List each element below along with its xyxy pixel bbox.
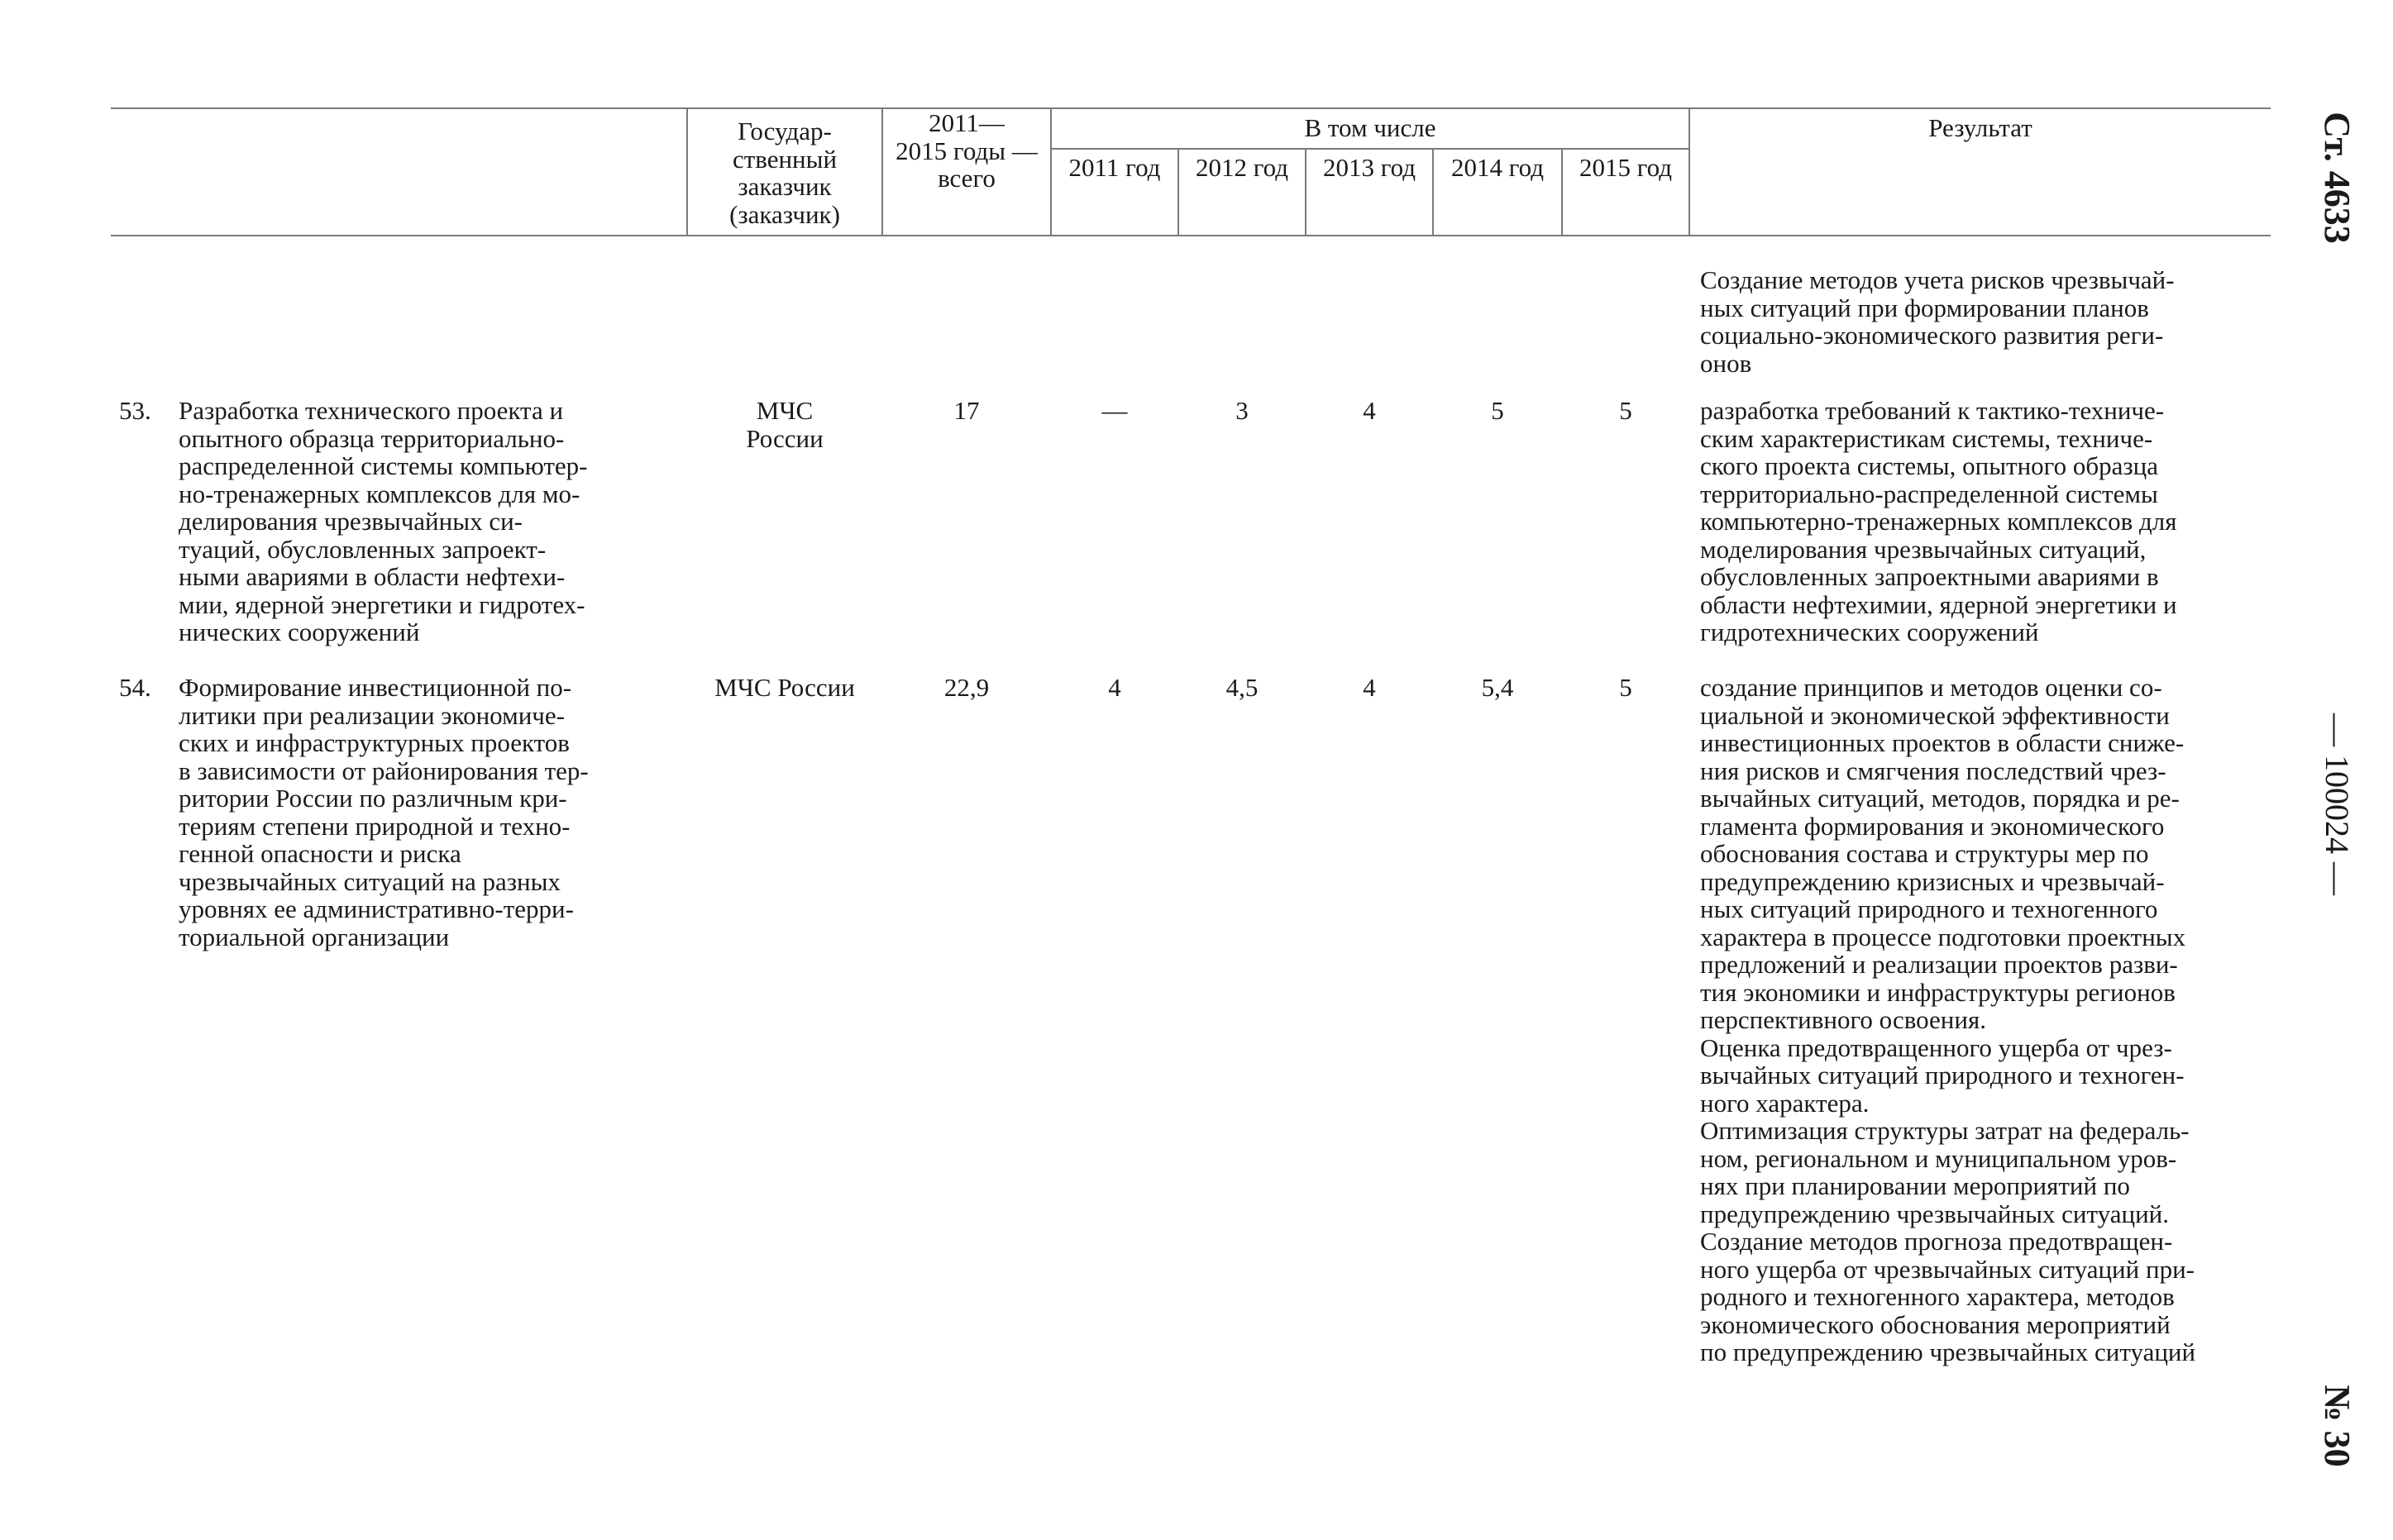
row-2012: 3 <box>1235 396 1249 425</box>
row-2015: 5 <box>1619 673 1632 702</box>
row-total: 17 <box>953 396 980 425</box>
carry-over-result: Создание методов учета рисков чрезвычай- ных ситуаций при формировании планов социально-экономического развития реги- онов <box>1700 265 2175 378</box>
row-customer: МЧС России <box>746 396 824 453</box>
header-year-2012: 2012 год <box>1195 153 1289 182</box>
page-reference: Ст. 4633 <box>2317 112 2357 244</box>
table-header-bottom-rule <box>111 235 2271 236</box>
header-including: В том числе <box>1304 113 1436 142</box>
row-result: создание принципов и методов оценки со- циальной и экономической эффективности инвестиционных проектов в области сниже- ния рисков и смягчения последствий чрез- вычайных ситуаций, методов, порядка и ре- гламента формирования и экономического обоснования состава и структуры мер по предупреждению кризисных и чрезвычай- ных ситуаций природного и техногенного характера в процессе подготовки проектных предложений и реализации проектов разви- тия экономики и инфраструктуры регионов перспективного освоения. Оценка предотвращенного ущерба от чрез- вычайных ситуаций природного и техноген- ного характера. Оптимизация структуры затрат на федераль- ном, региональном и муниципальном уров- нях при планировании мероприятий по предупреждению чрезвычайных ситуаций. Создание методов прогноза предотвращен- ного ущерба от чрезвычайных ситуаций при- родного и техногенного характера, методов экономического обоснования мероприятий по предупреждению чрезвычайных ситуаций <box>1700 673 2196 1366</box>
row-2014: 5,4 <box>1481 673 1514 702</box>
row-2011: — <box>1101 396 1128 425</box>
header-customer: Государ- ственный заказчик (заказчик) <box>729 117 840 229</box>
row-total: 22,9 <box>943 673 990 702</box>
row-name: Разработка технического проекта и опытного образца территориально- распределенной системы компьютер- но-тренажерных комплексов для мо- делирования чрезвычайных си- туаций, обусловленных запроект- ными авариями в области нефтехи- мии, ядерной энергетики и гидротех- нических сооружений <box>179 396 588 646</box>
row-number: 54. <box>119 673 151 702</box>
row-2012: 4,5 <box>1225 673 1259 702</box>
row-2015: 5 <box>1619 396 1632 425</box>
header-year-2013: 2013 год <box>1322 153 1416 182</box>
header-total: 2011— 2015 годы — всего <box>896 108 1038 193</box>
header-year-2011: 2011 год <box>1068 153 1161 182</box>
header-result: Результат <box>1928 113 2032 142</box>
document-number: — 100024 — <box>2319 713 2356 895</box>
header-year-2015: 2015 год <box>1579 153 1673 182</box>
row-2014: 5 <box>1491 396 1504 425</box>
row-result: разработка требований к тактико-техниче- ским характеристикам системы, техниче- ского проекта системы, опытного образца территориально-распределенной системы компьютерно-тренажерных комплексов для моделирования чрезвычайных ситуаций, обусловленных запроектными авариями в области нефтехимии, ядерной энергетики и гидротехнических сооружений <box>1700 396 2177 646</box>
row-2013: 4 <box>1363 396 1376 425</box>
row-2011: 4 <box>1108 673 1121 702</box>
row-name: Формирование инвестиционной по- литики при реализации экономиче- ских и инфраструктурных проектов в зависимости от районирования тер- ритории России по различным кри- териям степени природной и техно- генной опасности и риска чрезвычайных ситуаций на разных уровнях ее административно-терри- ториальной организации <box>179 673 589 951</box>
header-year-2014: 2014 год <box>1450 153 1545 182</box>
row-customer: МЧС России <box>714 673 855 702</box>
issue-number: № 30 <box>2317 1385 2357 1467</box>
row-2013: 4 <box>1363 673 1376 702</box>
table-top-rule <box>111 107 2271 109</box>
header-sub-rule <box>1050 148 1690 150</box>
row-number: 53. <box>119 396 151 425</box>
